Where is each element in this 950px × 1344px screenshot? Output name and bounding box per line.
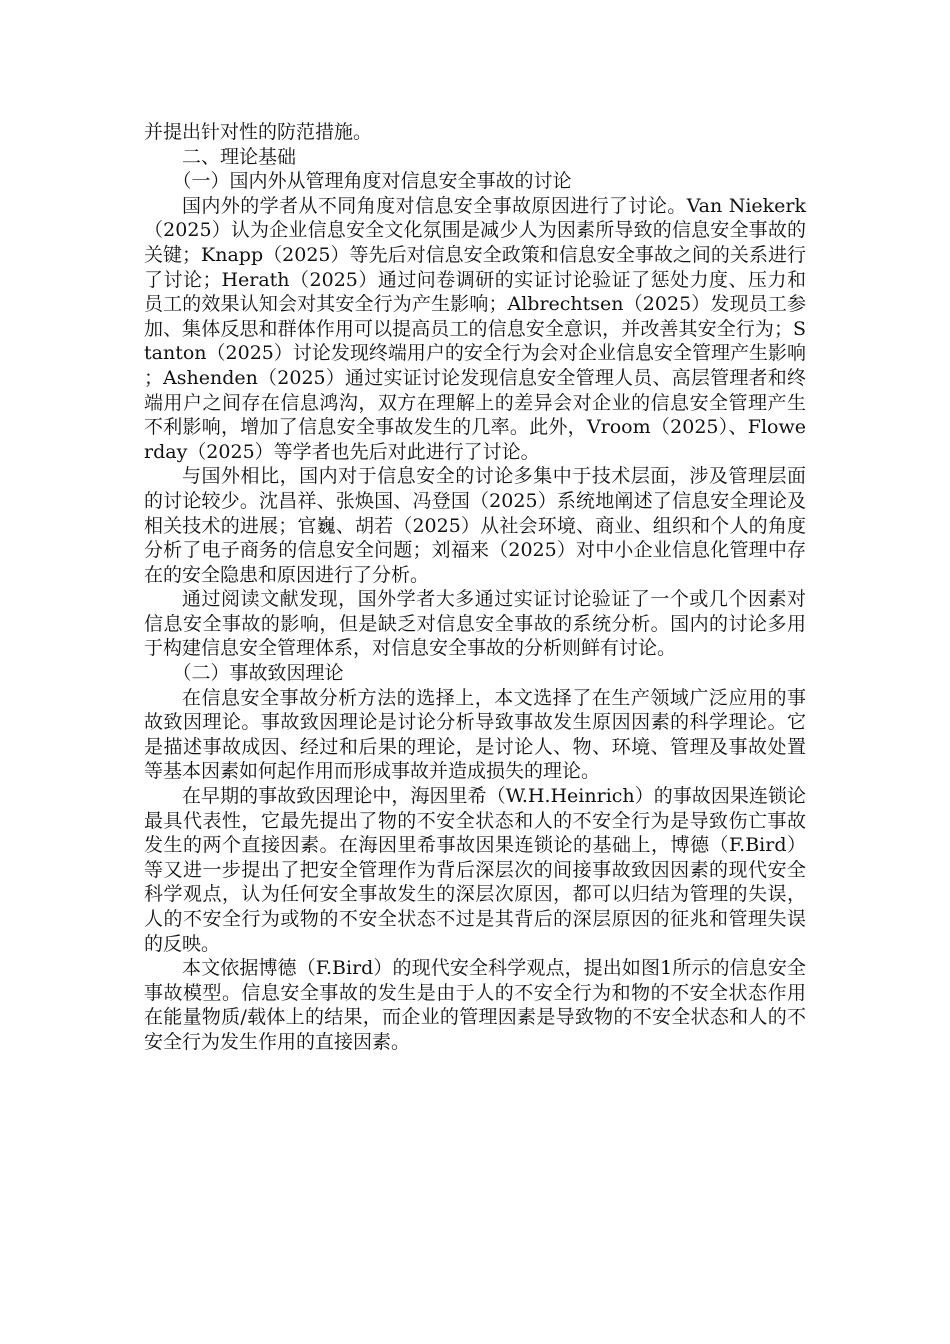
paragraph-heinrich-bird: 在早期的事故致因理论中，海因里希（W.H.Heinrich）的事故因果连锁论最具代表性，它最先提出了物的不安全状态和人的不安全行为是导致伤亡事故发生的两个直接因素。在海因里希事故因果连锁论的基础上，博德（F.Bird）等又进一步提出了把安全管理作为背后深层次的间接事故致因因素的现代安全科学观点，认为任何安全事故发生的深层次原因，都可以归结为管理的失误，人的不安全行为或物的不安全状态不过是其背后的深层原因的征兆和管理失误的反映。 — [144, 785, 806, 955]
section-heading-theory-basis: 二、理论基础 — [182, 145, 297, 168]
paragraph-domestic-research: 与国外相比，国内对于信息安全的讨论多集中于技术层面，涉及管理层面的讨论较少。沈昌祥、张焕国、冯登国（2025）系统地阐述了信息安全理论及相关技术的进展；官巍、胡若（2025）从社会环境、商业、组织和个人的角度分析了电子商务的信息安全问题；刘福来（2025）对中小企业信息化管理中存在的安全隐患和原因进行了分析。 — [144, 465, 806, 586]
subsection-heading-accident-causation: （二）事故致因理论 — [172, 662, 344, 685]
paragraph-literature-summary: 通过阅读文献发现，国外学者大多通过实证讨论验证了一个或几个因素对信息安全事故的影响，但是缺乏对信息安全事故的系统分析。国内的讨论多用于构建信息安全管理体系，对信息安全事故的分析则鲜有讨论。 — [144, 588, 806, 660]
paragraph-continuation: 并提出针对性的防范措施。 — [144, 121, 373, 143]
paragraph-causation-theory: 在信息安全事故分析方法的选择上，本文选择了在生产领域广泛应用的事故致因理论。事故致因理论是讨论分析导致事故发生原因因素的科学理论。它是描述事故成因、经过和后果的理论，是讨论人、物、环境、管理及事故处置等基本因素如何起作用而形成事故并造成损失的理论。 — [144, 686, 806, 783]
paragraph-foreign-research: 国内外的学者从不同角度对信息安全事故原因进行了讨论。Van Niekerk（2025）认为企业信息安全文化氛围是减少人为因素所导致的信息安全事故的关键；Knapp（2025）等先后对信息安全政策和信息安全事故之间的关系进行了讨论；Herath（2025）通过问卷调研的实证讨论验证了惩处力度、压力和员工的效果认知会对其安全行为产生影响；Albrechtsen（2025）发现员工参加、集体反思和群体作用可以提高员工的信息安全意识，并改善其安全行为；Stanton（2025）讨论发现终端用户的安全行为会对企业信息安全管理产生影响；Ashenden（2025）通过实证讨论发现信息安全管理人员、高层管理者和终端用户之间存在信息鸿沟，双方在理解上的差异会对企业的信息安全管理产生不利影响，增加了信息安全事故发生的几率。此外，Vroom（2025）、Flowerday（2025）等学者也先后对此进行了讨论。 — [144, 194, 806, 463]
paragraph-model-intro: 本文依据博德（F.Bird）的现代安全科学观点，提出如图1所示的信息安全事故模型。信息安全事故的发生是由于人的不安全行为和物的不安全状态作用在能量物质/载体上的结果，而企业的管理因素是导致物的不安全状态和人的不安全行为发生作用的直接因素。 — [144, 957, 806, 1053]
document-page — [144, 120, 806, 1055]
subsection-heading-domestic-foreign: （一）国内外从管理角度对信息安全事故的讨论 — [172, 170, 572, 193]
